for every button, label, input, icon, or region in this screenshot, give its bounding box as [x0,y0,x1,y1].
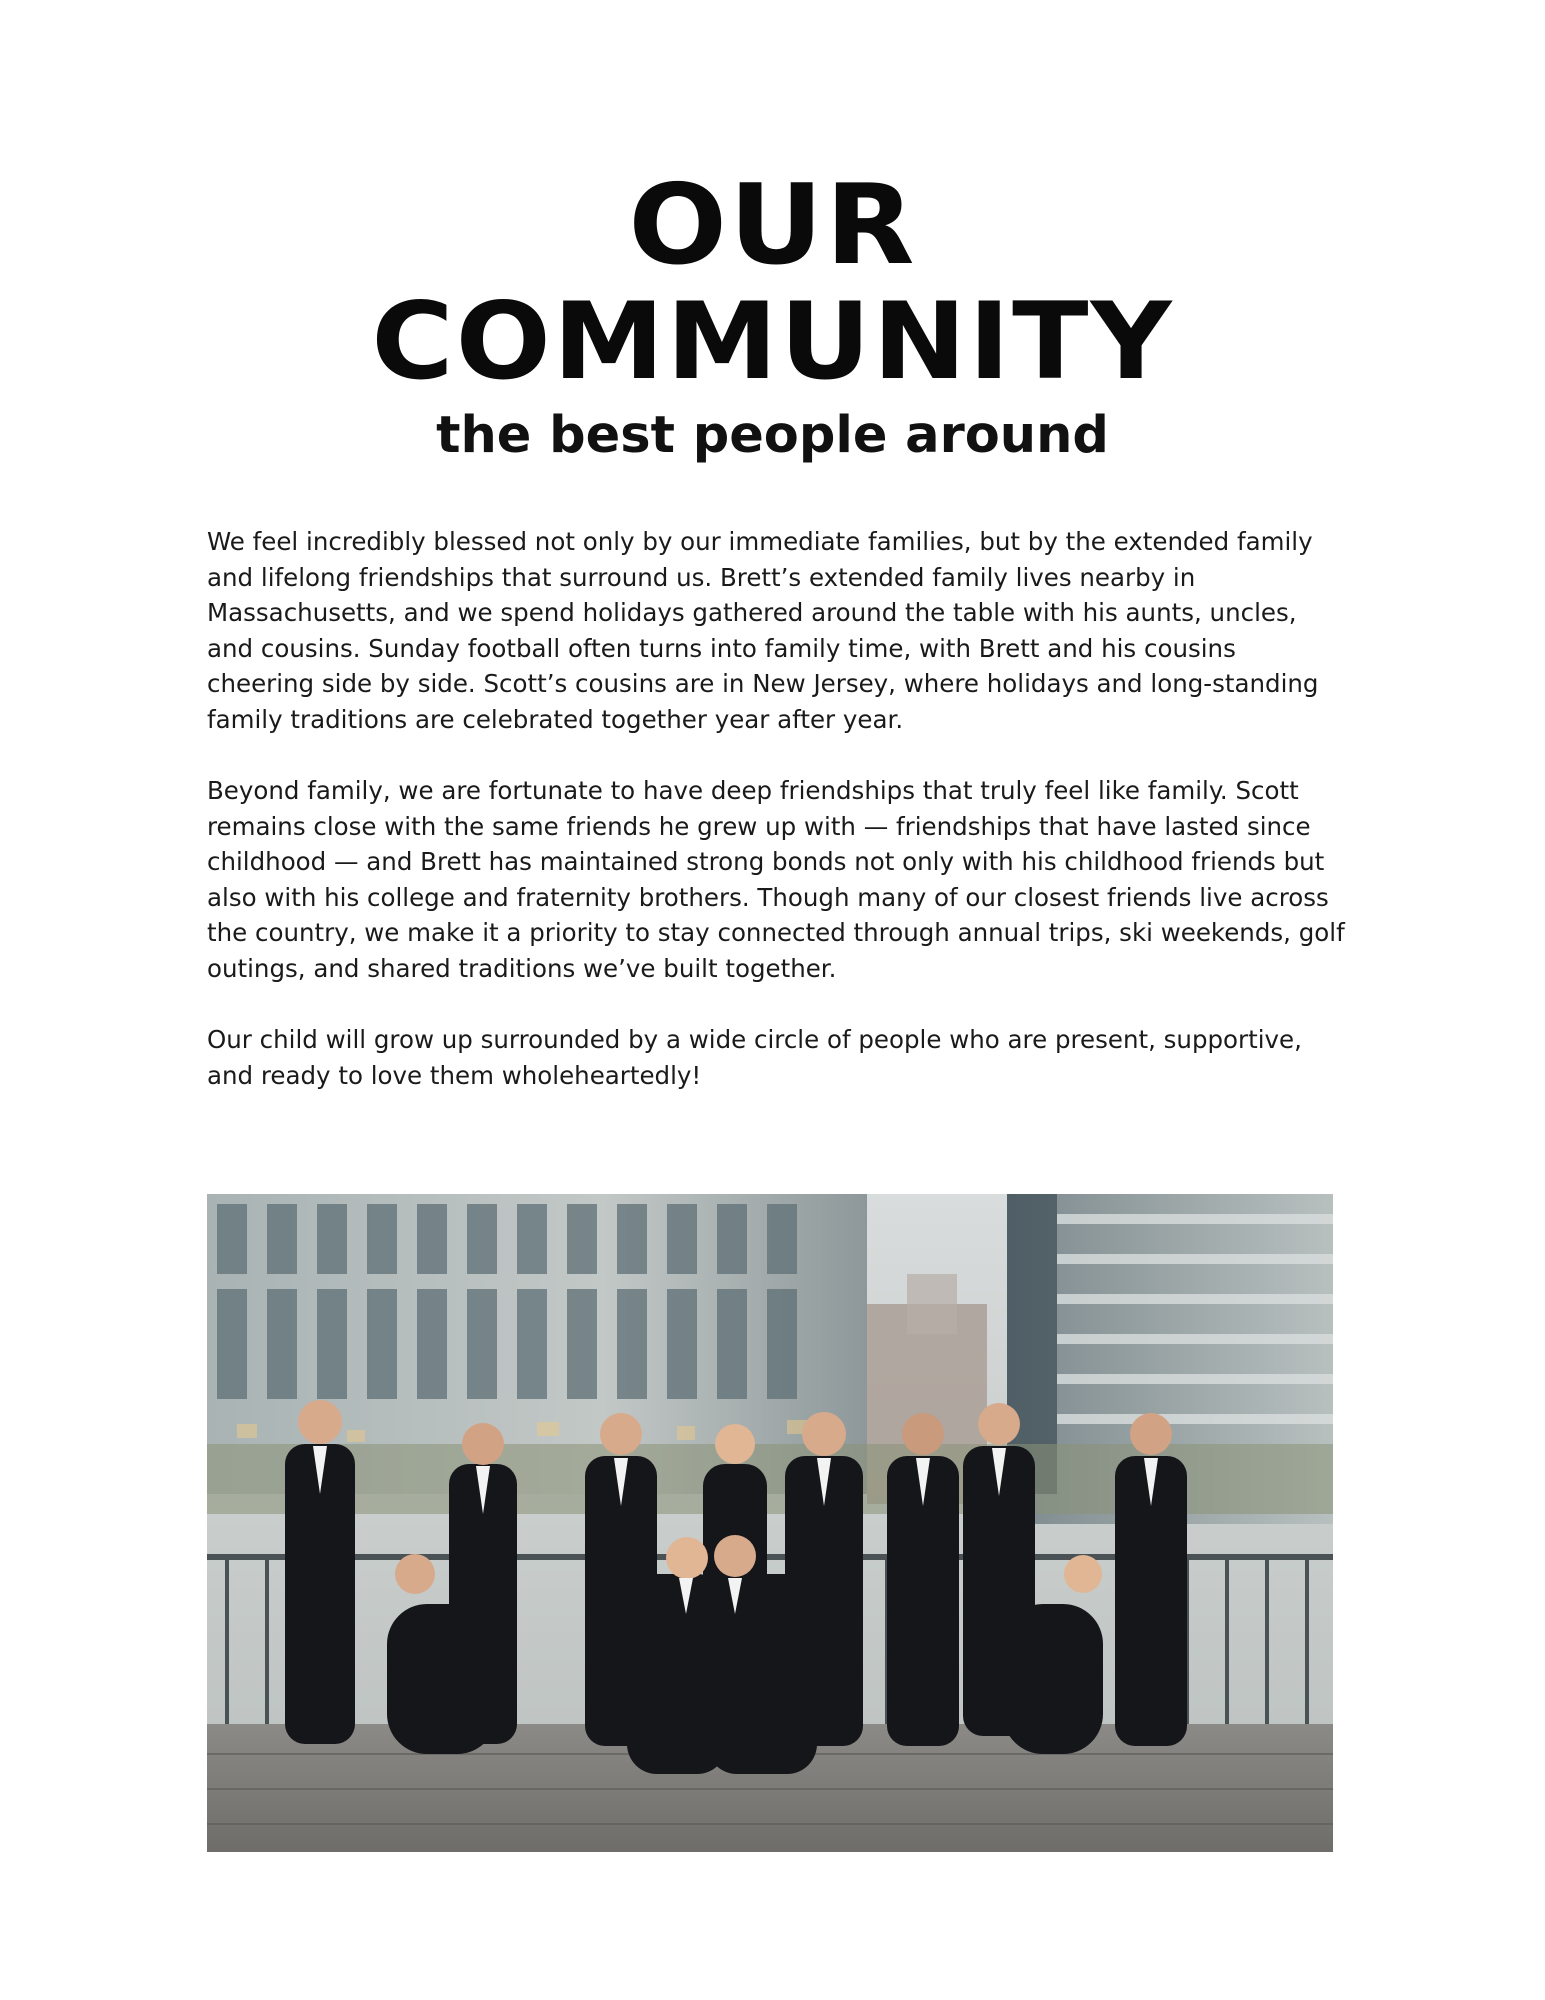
title-line-our: OUR [628,161,917,290]
paragraph-child: Our child will grow up surrounded by a wide circle of people who are present, supportive, and ready to love them wholeheartedly! [207,1025,1302,1090]
paragraph-friends: Beyond family, we are fortunate to have deep friendships that truly feel like family. Scott remains close with the same friends he grew up with — friendships that have lasted since childhood — and Brett has maintained strong bonds not only with his childhood friends but also with his college and fraternity brothers. Though many of our closest friends live across the country, we make it a priority to stay connected through annual trips, ski weekends, golf outings, and shared traditions we’ve built together. [207,776,1345,983]
subtitle: the best people around [436,406,1109,465]
group-photo [207,1194,1333,1852]
paragraph-family: We feel incredibly blessed not only by our immediate families, but by the extended family and lifelong friendships that surround us. Brett’s extended family lives nearby in Massachusetts, and we spend holidays gathered around the table with his aunts, uncles, and cousins. Sunday football often turns into family time, with Brett and his cousins cheering side by side. Scott’s cousins are in New Jersey, where holidays and long-standing family traditions are celebrated together year after year. [207,527,1319,734]
title-line-community: COMMUNITY [371,280,1174,404]
